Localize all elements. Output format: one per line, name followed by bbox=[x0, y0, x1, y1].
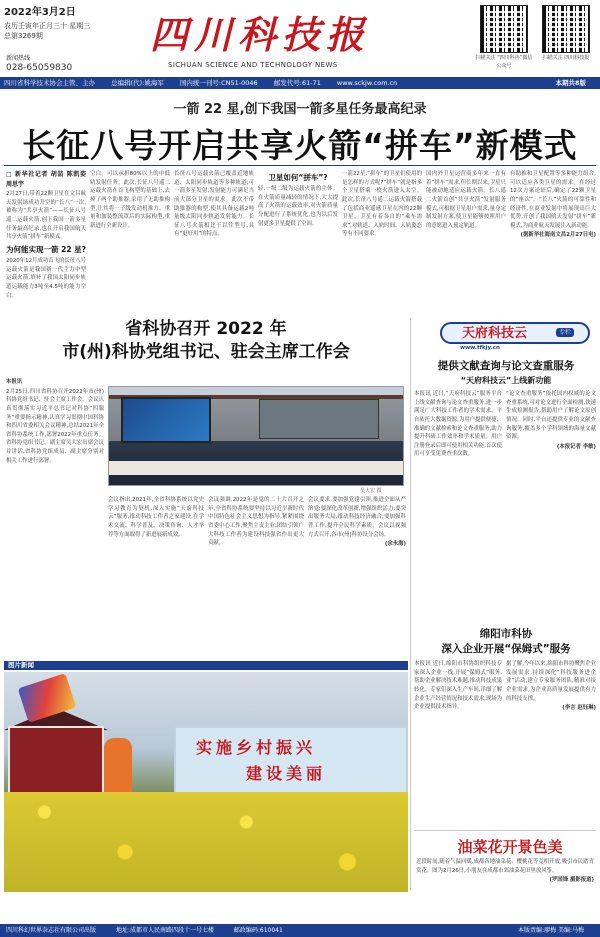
cn-number: 国内统一刊号:CN51-0046 bbox=[179, 79, 258, 87]
lead-column-2 bbox=[90, 170, 170, 315]
right-article1-column-1 bbox=[414, 390, 502, 622]
video-screen bbox=[121, 397, 211, 443]
tianfu-url[interactable]: www.tfkjy.cn bbox=[460, 345, 500, 351]
footer-bar bbox=[0, 924, 600, 937]
section2-column-4 bbox=[308, 496, 406, 658]
footer-editors: 本版责编:廖梅 美编:马梅 bbox=[518, 927, 584, 934]
conference-desk bbox=[109, 461, 403, 475]
right-article1-subheadline: “天府科技云”上线新功能 bbox=[460, 376, 552, 385]
lead-column-7 bbox=[510, 170, 596, 315]
right-article1-column-2 bbox=[506, 390, 596, 622]
tianfu-tech-cloud-title: 天府科技云 bbox=[462, 326, 528, 341]
section2-paragraph: 会议强调,2022年是党的二十大召开之年,全省科协系统要坚持以习近平新时代中国特色社会主义思想为指导,紧紧围绕省委中心工作,聚焦主责主业,团结引领广大科技工作者为建设科技强省作出更大贡献。 bbox=[208, 497, 304, 547]
lead-credit: (据新华社海南文昌2月27日电) bbox=[520, 232, 596, 239]
meeting-photo-caption: 吴大宏 摄 bbox=[360, 488, 382, 494]
lead-paragraph: 2020年12月成功首飞的长征八号运载火箭是我国新一代主力中型运载火箭,填补了我国太阳同步轨道运载能力3吨至4.5吨的能力空白。 bbox=[6, 258, 86, 299]
section2-headline: 省科协召开 2022 年 市(州)科协党组书记、驻会主席工作会 bbox=[62, 319, 350, 363]
lead-paragraph: 空白。可以承担80%以上的中低轨发射任务。此次,长征八号遥二运载火箭在首飞构型的基础上,去掉了两个助推器,采用了无助推构型,让其将一子级发动机推力、重量和加装整流罩后的实际构型,重新进行全新设计。 bbox=[90, 171, 170, 229]
qr1-caption: 扫描关注 “四川科协”微信公众号 bbox=[475, 55, 533, 69]
lead-paragraph: 国内外卫星运营商多年来一直有着“拼车”需求,但长期以来,卫星只能被动地适应运载火箭。长八遥二火箭首创“共享火箭”发射服务模式,可根据卫星用户需求,量身定制发射方案,使卫星能够按照用户的意愿进入预定轨道。 bbox=[426, 171, 506, 229]
newspaper-logo-english: SICHUAN SCIENCE AND TECHNOLOGY NEWS bbox=[168, 61, 338, 69]
lead-column-3 bbox=[174, 170, 254, 315]
editor-text: 总编辑(代):姚海军 bbox=[111, 79, 164, 87]
right-article1-paragraph: 本报讯 近日,“天府科技云”服务平台上线文献查询与论文查重服务,进一步满足广大科技工作者的学术需求。平台依托大数据资源,为用户提供便捷、准确的文献检索和论文查重服务,助力提升科研工作效率和学术质量。用户注册登录后即可使用相关功能,首次使用可享受免费查重次数。 bbox=[414, 391, 502, 458]
rapeseed-field-photo bbox=[4, 672, 408, 892]
rapeseed-flowers bbox=[4, 792, 408, 892]
lead-column-4 bbox=[258, 170, 338, 315]
right-article2-headline: 绵阳市科协 深入企业开展“保姆式”服务 bbox=[441, 628, 571, 656]
right-article1-paragraph: “论文查重服务”依托国内权威的论文查重系统,可对论文进行全面检测,快速生成检测报告,帮助用户了解论文原创情况。同时,平台还提供专业的文献查询服务,覆盖多个学科领域的海量文献资源。 bbox=[506, 391, 596, 441]
right-article2-column-1 bbox=[414, 660, 502, 828]
qr-code-newspaper bbox=[542, 5, 590, 53]
section2-byline: 本报讯 bbox=[6, 379, 23, 385]
footer-zip: 邮政编码:610041 bbox=[233, 927, 283, 934]
lead-divider bbox=[4, 165, 596, 166]
lead-paragraph: 轻,一级二级为运载火箭的主体。在火箭质量减轻的情况下,大大提高了火箭的运载效率,对火箭质量分配进行了系统优化,也为以后发射更多卫星提供了空间。 bbox=[258, 186, 338, 227]
masthead-info bbox=[4, 6, 114, 41]
footer-publisher: 四川科幻世界杂志社有限公司出版 bbox=[6, 927, 97, 934]
issue-date: 2022年3月2日 bbox=[4, 7, 76, 18]
lead-paragraph: 2月27日,带着22颗卫星在文昌航天发射场成功升空的“长八”一次,被称为“共享火箭”——长征八号遥二运载火箭,创下我国一箭多星任务最高纪录,也在开启我国航天共享火箭“拼车”新模式。 bbox=[6, 191, 86, 241]
section2-paragraph: 会议指出,2021年,全省科协系统以党史学习教育为契机,深入实施“天府科技云”服务,推动科技工作者之家建设,在学术交流、科学普及、决策咨询、人才举荐等方面取得了新进展新成效。 bbox=[108, 497, 204, 538]
lead-byline: □ 新华社记者 胡喆 陈凯姿 周思宇 bbox=[6, 171, 86, 188]
right-article2-paragraph: 本报讯 近日,绵阳市科协组织科技专家深入企业一线,开展“保姆式”服务,帮助企业解决技术难题,推动科技成果转化。专家们深入生产车间,详细了解企业生产经营情况和技术需求,现场为企业提供技术指导。 bbox=[414, 661, 502, 711]
newspaper-logo: 四川科技报 bbox=[150, 12, 371, 57]
child-figure bbox=[104, 738, 132, 796]
column-divider bbox=[410, 318, 411, 890]
qr2-caption: 扫描关注 四川科技报 bbox=[542, 55, 590, 61]
sidebar-subhead: 卫星如何“拼车”? bbox=[268, 173, 328, 182]
right-article1-author: (本报记者 李敏) bbox=[556, 443, 596, 450]
meeting-photo bbox=[108, 386, 404, 486]
photo-news-author: (罗国锋 摄影报道) bbox=[549, 877, 594, 884]
section2-paragraph: 2月25日,四川省科协召开2022年市(州)科协党组书记、驻会主席工作会。会议认真贯彻落实习近平总书记对科协“四服务”重要指示精神,认真学习贯彻中国科协和四川省委相关会议精神,总结2021年全省科协系统工作,部署2022年重点任务。省科协党组书记、副主席吴大宏出席会议并讲话,省科协党组成员、副主席分别对相关工作进行部署。 bbox=[6, 388, 104, 464]
right-article1-headline: 提供文献查询与论文查重服务 bbox=[437, 360, 575, 372]
photo-news-caption-text: 近段时间,随着气温回暖,成都各地油菜花、樱桃花等竞相开放,吸引市民踏青赏花。图为2月26日,小朋友在成都市郊油菜花田里放风筝。 bbox=[416, 859, 594, 874]
hotline-label: 新闻热线 bbox=[6, 55, 31, 62]
photo-news-label: 图片新闻 bbox=[8, 661, 34, 669]
post-code: 邮发代号:61-71 bbox=[273, 79, 321, 87]
sponsor-text: 四川省科学技术协会主管、主办 bbox=[4, 79, 95, 87]
lunar-date: 农历壬寅年正月三十 星期三 bbox=[4, 21, 91, 30]
lead-kicker: 一箭 22 星,创下我国一箭多星任务最高纪录 bbox=[173, 102, 427, 117]
section2-column-2 bbox=[108, 496, 204, 658]
lead-paragraph: 一箭22星,“拼车”的卫星们使用的是怎样的方式呢?“拼车”就是指多个卫星搭乘一枚火箭进入太空。此次,长征八号遥二运载火箭搭载了包括商业遥感卫星在内的22颗卫星。卫星有着各自的“乘车需求”,对轨道、入轨时间、入轨姿态等有不同要求。 bbox=[342, 171, 422, 238]
lead-column-5 bbox=[342, 170, 422, 315]
footer-address: 地址:成都市人民南路四段十一号七楼 bbox=[115, 927, 214, 934]
photo-news-bar bbox=[4, 661, 408, 670]
right-article2-paragraph: 据了解,今年以来,绵阳市科协聚焦企业发展需求,持续深化“科技服务进企业”活动,建立专家服务团队,精准对接企业需求,为企业高质量发展提供有力的科技支撑。 bbox=[506, 661, 596, 702]
news-hotline bbox=[6, 55, 72, 74]
lead-subhead: 为何能实现一箭 22 星? bbox=[6, 245, 86, 255]
page-count: 本期共8版 bbox=[555, 79, 586, 87]
wall-display bbox=[259, 399, 379, 439]
section2-author: (余永海) bbox=[384, 541, 406, 548]
billboard-slogan-2: 建设美丽 bbox=[246, 764, 327, 783]
column-badge: 专栏 bbox=[556, 328, 574, 337]
right-article2-column-2 bbox=[506, 660, 596, 828]
website-link[interactable]: www.sckjw.com.cn bbox=[336, 79, 398, 87]
lead-paragraph: 长征八号运载火箭已覆盖近地轨道、太阳同步轨道等多种轨道,可一箭多星发射,发射能力可满足当前大部分卫星的需求。此次不带助推器的构型,使其具备运载2吨量级太阳同步轨道发射能力。长征八号火箭相比于以往型号,具有“更好用”的特点。 bbox=[174, 171, 254, 238]
lead-paragraph: 有助推和卫星配置等多种能力组合,可以适应各类卫星的需求。在经过12次方案论证后,确定了22颗卫星的“座次”。“长八”火箭的可靠性和经济性,在商业发射中将展现出巨大优势,开创了我国航天发射“拼车”新模式,为商业航天发展注入新动能。 bbox=[510, 171, 596, 229]
lead-column-6 bbox=[426, 170, 506, 315]
section2-paragraph: 会议要求,要加强党建引领,推进全面从严治党;要深化改革创新,增强组织活力;要突出服务大局,推动科技经济融合;要加强科普工作,提升全民科学素质。会议以视频方式召开,各市(州)科协设分会场。 bbox=[308, 497, 406, 538]
qr-code-wechat bbox=[480, 5, 528, 53]
lead-column-1 bbox=[6, 170, 86, 315]
lead-headline: 长征八号开启共享火箭“拼车”新模式 bbox=[22, 126, 578, 165]
hotline-phone: 028-65059830 bbox=[6, 62, 73, 73]
billboard-slogan-1: 实施乡村振兴 bbox=[196, 738, 317, 757]
right-article2-author: (李言 赵钰琳) bbox=[562, 705, 596, 712]
info-bar bbox=[0, 77, 600, 89]
section2-column-1 bbox=[6, 378, 104, 658]
photo-news-caption bbox=[416, 858, 594, 892]
photo-news-title: 油菜花开景色美 bbox=[457, 838, 563, 856]
section2-column-3 bbox=[208, 496, 304, 658]
issue-number: 总第3269期 bbox=[4, 31, 43, 40]
